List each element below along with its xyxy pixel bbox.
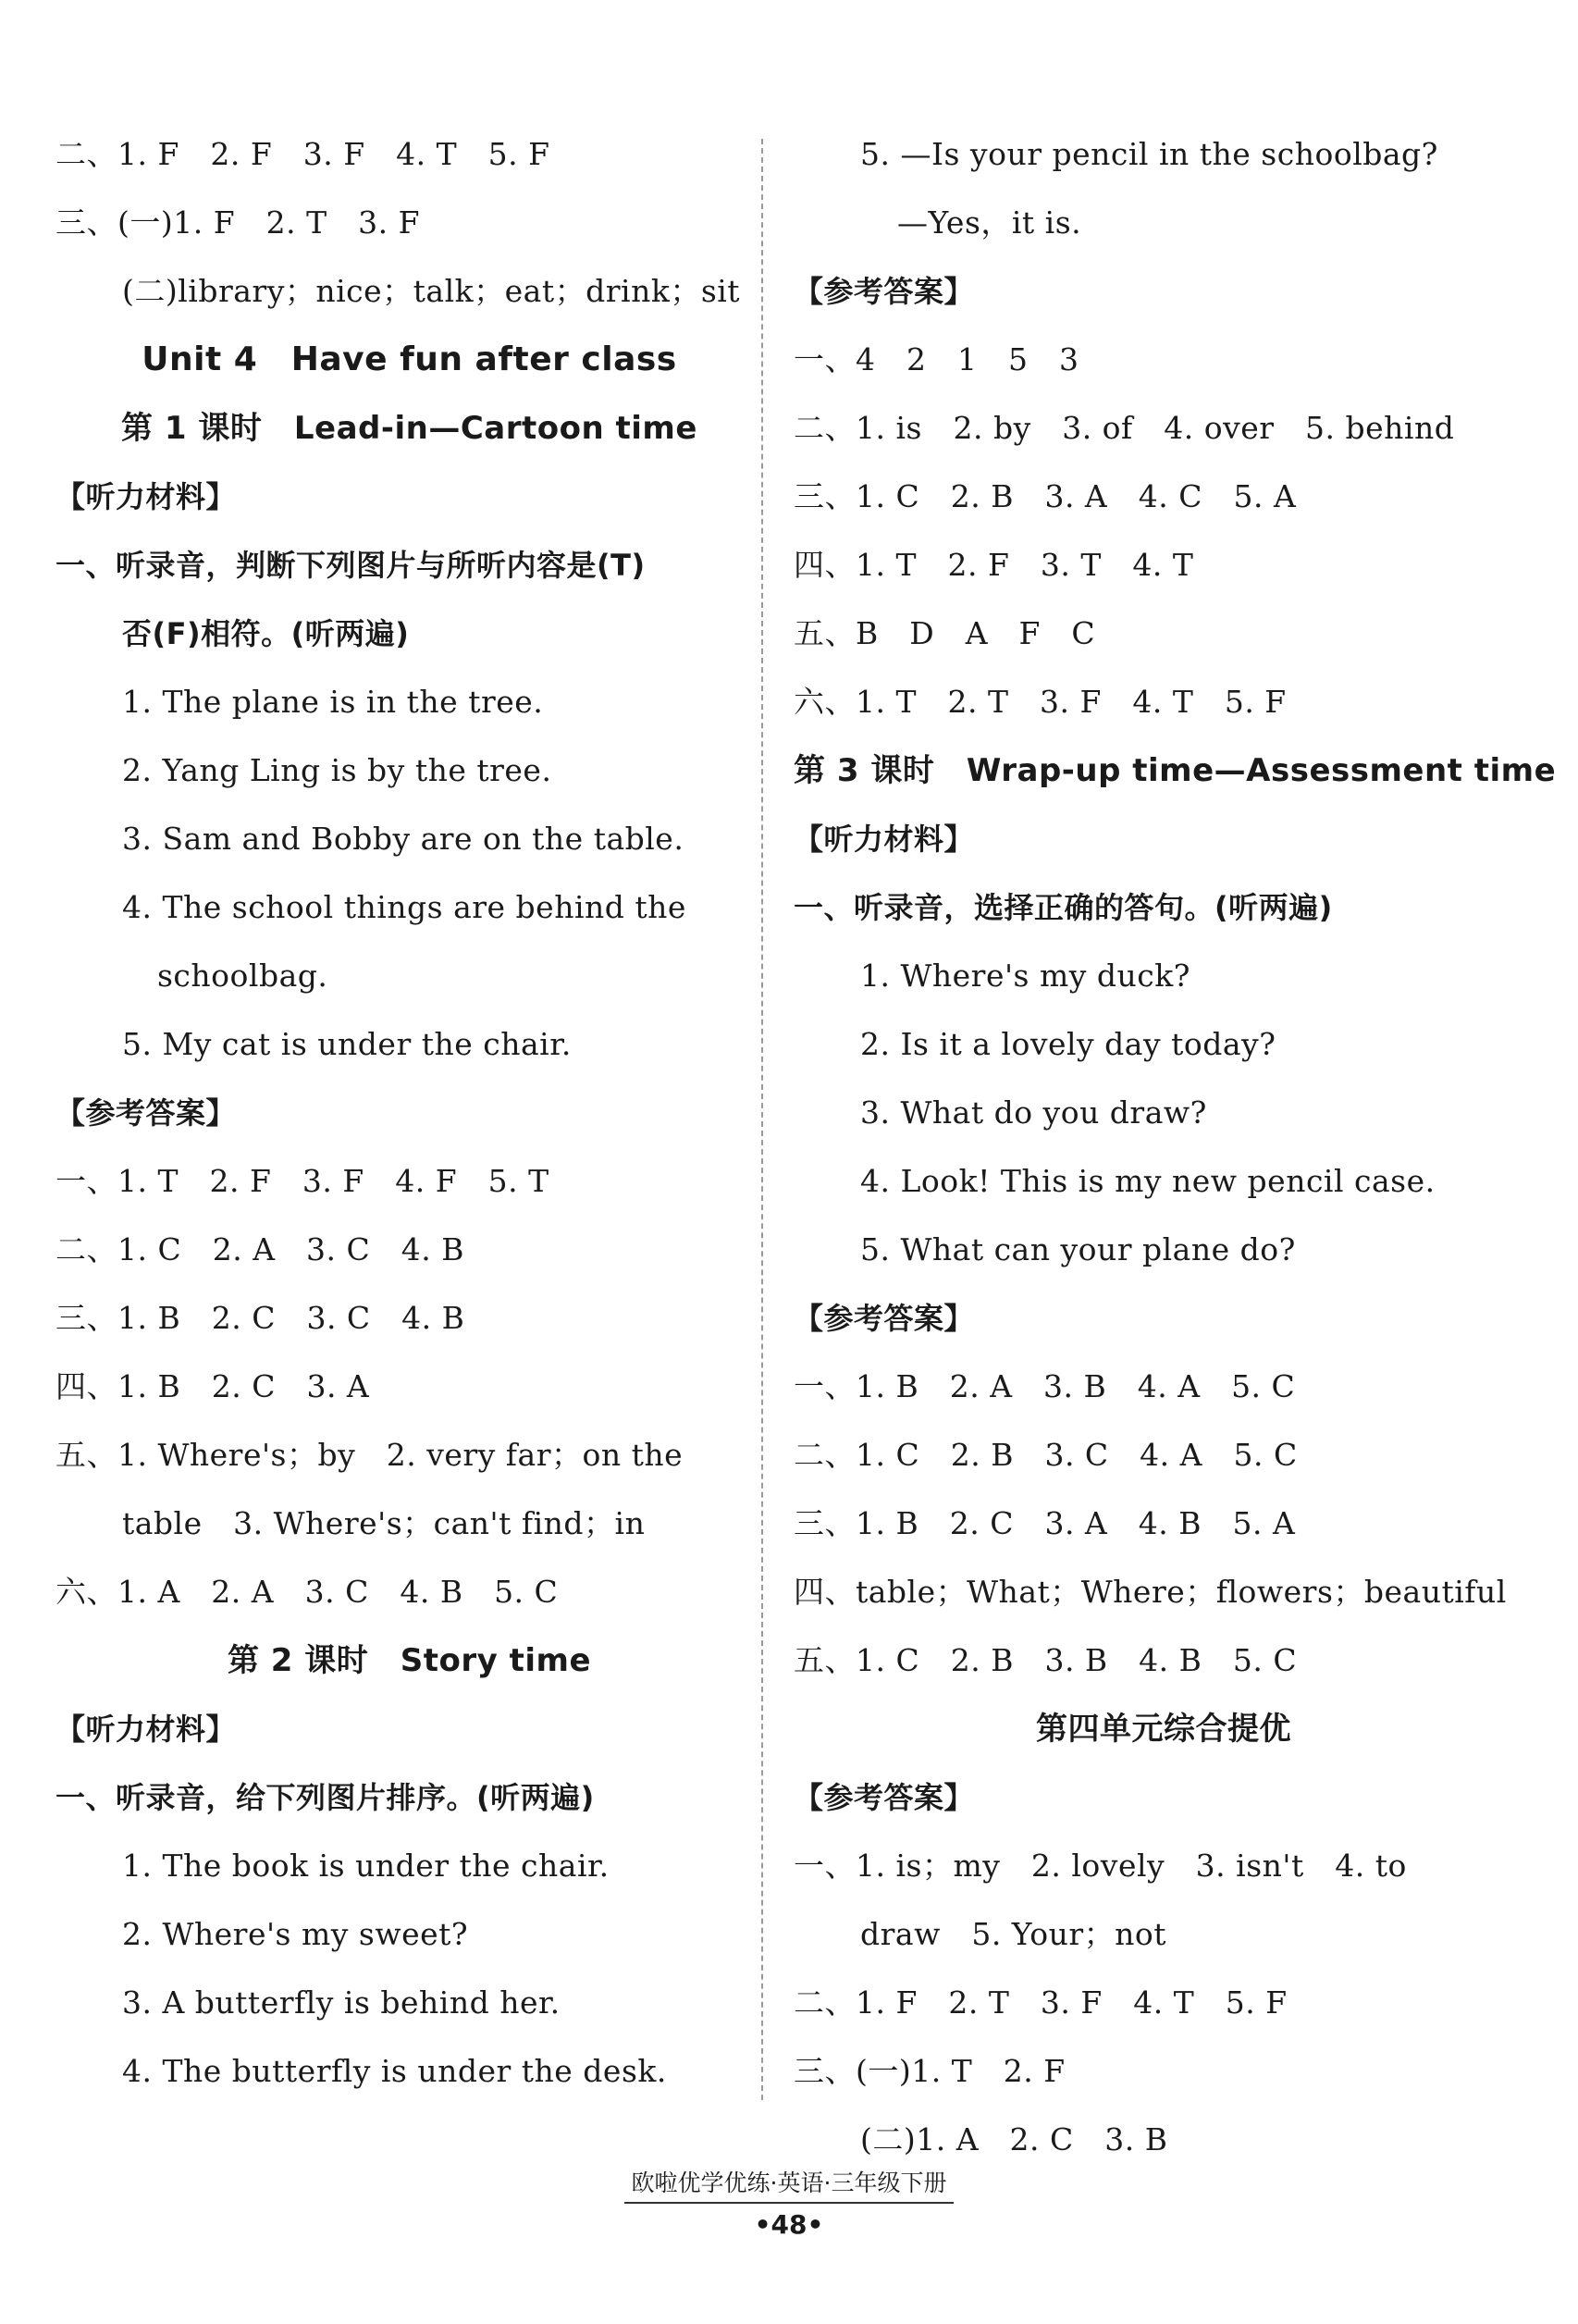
answer-line: 四、table；What；Where；flowers；beautiful xyxy=(794,1574,1507,1610)
answer-line: (二)library；nice；talk；eat；drink；sit xyxy=(122,273,741,309)
question-heading: 一、听录音，选择正确的答句。(听两遍) xyxy=(794,890,1333,925)
right-column xyxy=(794,128,1557,2182)
listening-sentence: 4. The school things are behind the xyxy=(122,889,686,925)
answer-line: 五、1. Where's；by 2. very far；on the xyxy=(55,1437,684,1473)
section-label-answers: 【参考答案】 xyxy=(794,1780,975,1815)
answer-line: 五、B D A F C xyxy=(794,615,1096,651)
unit-title: Unit 4 Have fun after class xyxy=(142,340,677,378)
listening-sentence: 1. The plane is in the tree. xyxy=(122,684,544,720)
column-divider xyxy=(761,139,763,2100)
answer-line: 三、(一)1. T 2. F xyxy=(794,2053,1066,2089)
answer-line: 一、1. B 2. A 3. B 4. A 5. C xyxy=(794,1368,1296,1404)
answer-line-cont: table 3. Where's；can't find；in xyxy=(122,1505,646,1541)
listening-sentence: 2. Is it a lovely day today? xyxy=(860,1026,1276,1062)
section-label-answers: 【参考答案】 xyxy=(794,274,975,309)
answer-line: 二、1. F 2. T 3. F 4. T 5. F xyxy=(794,1984,1288,2021)
answer-line-cont: draw 5. Your；not xyxy=(860,1916,1166,1952)
answer-line: 二、1. C 2. B 3. C 4. A 5. C xyxy=(794,1437,1298,1473)
answer-line: 五、1. C 2. B 3. B 4. B 5. C xyxy=(794,1642,1298,1678)
answer-line: 一、1. T 2. F 3. F 4. F 5. T xyxy=(55,1163,549,1199)
listening-sentence: 2. Yang Ling is by the tree. xyxy=(122,752,552,788)
unit-review-title: 第四单元综合提优 xyxy=(1036,1711,1291,1748)
section-label-listening: 【听力材料】 xyxy=(794,822,975,857)
listening-sentence-cont: schoolbag. xyxy=(157,958,328,994)
section-label-listening: 【听力材料】 xyxy=(55,479,237,514)
listening-sentence: 1. Where's my duck? xyxy=(860,958,1190,994)
section-label-answers: 【参考答案】 xyxy=(794,1301,975,1336)
question-heading-cont: 否(F)相符。(听两遍) xyxy=(122,616,410,651)
answer-line: 六、1. T 2. T 3. F 4. T 5. F xyxy=(794,684,1287,720)
question-heading: 一、听录音，给下列图片排序。(听两遍) xyxy=(55,1780,595,1815)
answer-line: 六、1. A 2. A 3. C 4. B 5. C xyxy=(55,1574,559,1610)
answer-line: (二)1. A 2. C 3. B xyxy=(860,2121,1168,2157)
section-label-listening: 【听力材料】 xyxy=(55,1712,237,1747)
answer-line: 四、1. B 2. C 3. A xyxy=(55,1368,370,1404)
answer-line: 三、1. B 2. C 3. A 4. B 5. A xyxy=(794,1505,1296,1541)
listening-sentence: 4. The butterfly is under the desk. xyxy=(122,2053,667,2089)
book-series-title: 欧啦优学优练·英语·三年级下册 xyxy=(624,2165,955,2204)
answer-line: 二、1. is 2. by 3. of 4. over 5. behind xyxy=(794,410,1455,446)
page-footer xyxy=(0,2165,1578,2240)
listening-sentence: 2. Where's my sweet? xyxy=(122,1916,469,1952)
listening-sentence: 5. What can your plane do? xyxy=(860,1231,1296,1267)
listening-sentence: 1. The book is under the chair. xyxy=(122,1848,610,1884)
left-column xyxy=(55,128,763,2113)
answer-line: 一、4 2 1 5 3 xyxy=(794,341,1079,377)
answer-line: 一、1. is；my 2. lovely 3. isn't 4. to xyxy=(794,1848,1407,1884)
answer-line: 三、(一)1. F 2. T 3. F xyxy=(55,204,420,241)
answer-line: 二、1. C 2. A 3. C 4. B xyxy=(55,1231,464,1267)
page-number: •48• xyxy=(754,2209,824,2240)
answer-line: 四、1. T 2. F 3. T 4. T xyxy=(794,547,1194,583)
section-label-answers: 【参考答案】 xyxy=(55,1095,237,1131)
answer-line: 三、1. C 2. B 3. A 4. C 5. A xyxy=(794,478,1297,514)
listening-sentence: 5. My cat is under the chair. xyxy=(122,1026,572,1062)
listening-sentence: 4. Look! This is my new pencil case. xyxy=(860,1163,1436,1199)
listening-sentence-cont: —Yes，it is. xyxy=(897,204,1082,241)
listening-sentence: 5. —Is your pencil in the schoolbag? xyxy=(860,136,1438,172)
lesson-title: 第 3 课时 Wrap-up time—Assessment time xyxy=(794,752,1557,789)
lesson-title: 第 1 课时 Lead-in—Cartoon time xyxy=(121,410,697,447)
answer-line: 三、1. B 2. C 3. C 4. B xyxy=(55,1300,465,1336)
listening-sentence: 3. A butterfly is behind her. xyxy=(122,1984,561,2021)
listening-sentence: 3. Sam and Bobby are on the table. xyxy=(122,821,684,857)
question-heading: 一、听录音，判断下列图片与所听内容是(T) xyxy=(55,548,646,583)
answer-line: 二、1. F 2. F 3. F 4. T 5. F xyxy=(55,136,550,172)
listening-sentence: 3. What do you draw? xyxy=(860,1094,1207,1131)
lesson-title: 第 2 课时 Story time xyxy=(227,1642,592,1679)
